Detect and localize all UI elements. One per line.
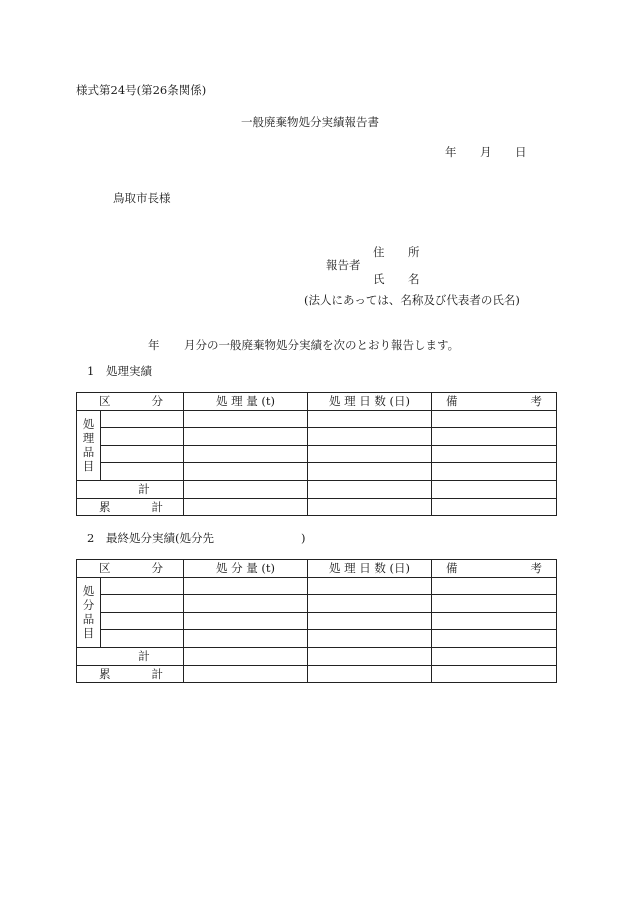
total-label: 計 [77, 480, 184, 498]
item-cell[interactable] [101, 612, 184, 630]
table-row [77, 463, 557, 481]
amount-cell[interactable] [184, 445, 308, 463]
total-row [77, 647, 557, 665]
days-cell[interactable] [308, 595, 432, 613]
total-row [77, 480, 557, 498]
table-header-row [77, 560, 557, 578]
item-cell[interactable] [101, 577, 184, 595]
cumulative-row [77, 498, 557, 516]
amount-cell[interactable] [184, 595, 308, 613]
table-header-row [77, 393, 557, 411]
remarks-cell[interactable] [432, 630, 557, 648]
intro-text: 月分の一般廃棄物処分実績を次のとおり報告します。 [184, 338, 460, 352]
amount-cell[interactable] [184, 630, 308, 648]
days-cell[interactable] [308, 498, 432, 516]
item-label-vertical: 処 分 品 目 [77, 577, 101, 647]
reporter-label: 報告者 [326, 258, 361, 272]
table-row [77, 630, 557, 648]
amount-cell[interactable] [184, 463, 308, 481]
header-amount: 処 理 量 (t) [184, 393, 308, 411]
date-month: 月 [480, 145, 492, 159]
remarks-cell[interactable] [432, 665, 557, 683]
amount-cell[interactable] [184, 428, 308, 446]
amount-cell[interactable] [184, 665, 308, 683]
days-cell[interactable] [308, 630, 432, 648]
remarks-cell[interactable] [432, 647, 557, 665]
days-cell[interactable] [308, 428, 432, 446]
days-cell[interactable] [308, 445, 432, 463]
header-amount: 処 分 量 (t) [184, 560, 308, 578]
remarks-cell[interactable] [432, 445, 557, 463]
days-cell[interactable] [308, 577, 432, 595]
remarks-cell[interactable] [432, 428, 557, 446]
amount-cell[interactable] [184, 410, 308, 428]
amount-cell[interactable] [184, 498, 308, 516]
item-cell[interactable] [101, 445, 184, 463]
final-disposal-table [76, 559, 557, 683]
form-number: 様式第24号(第26条関係) [76, 83, 207, 97]
amount-cell[interactable] [184, 647, 308, 665]
remarks-cell[interactable] [432, 612, 557, 630]
cumulative-row [77, 665, 557, 683]
item-cell[interactable] [101, 410, 184, 428]
date-year: 年 [445, 145, 457, 159]
remarks-cell[interactable] [432, 463, 557, 481]
corporation-note: (法人にあっては、名称及び代表者の氏名) [304, 293, 520, 307]
days-cell[interactable] [308, 463, 432, 481]
section1-title: 処理実績 [106, 364, 152, 378]
section2-number: 2 [87, 531, 95, 545]
name-label-2: 名 [408, 272, 420, 286]
addressee: 鳥取市長様 [113, 191, 171, 205]
item-cell[interactable] [101, 428, 184, 446]
item-label-vertical: 処 理 品 目 [77, 410, 101, 480]
days-cell[interactable] [308, 612, 432, 630]
amount-cell[interactable] [184, 480, 308, 498]
remarks-cell[interactable] [432, 410, 557, 428]
section2-close-paren: ) [301, 531, 306, 545]
remarks-cell[interactable] [432, 595, 557, 613]
address-label-1: 住 [373, 245, 385, 259]
item-cell[interactable] [101, 595, 184, 613]
total-label: 計 [77, 647, 184, 665]
table-row [77, 577, 557, 595]
header-days: 処 理 日 数 (日) [308, 393, 432, 411]
intro-year: 年 [148, 338, 160, 352]
amount-cell[interactable] [184, 612, 308, 630]
section2-title: 最終処分実績(処分先 [106, 531, 214, 545]
days-cell[interactable] [308, 647, 432, 665]
remarks-cell[interactable] [432, 577, 557, 595]
header-kubun: 区 分 [77, 393, 184, 411]
remarks-cell[interactable] [432, 480, 557, 498]
days-cell[interactable] [308, 410, 432, 428]
remarks-cell[interactable] [432, 498, 557, 516]
amount-cell[interactable] [184, 577, 308, 595]
name-label-1: 氏 [373, 272, 385, 286]
table-row [77, 428, 557, 446]
document-title: 一般廃棄物処分実績報告書 [241, 115, 379, 129]
table-row [77, 410, 557, 428]
days-cell[interactable] [308, 480, 432, 498]
header-days: 処 理 日 数 (日) [308, 560, 432, 578]
cumulative-label: 累 計 [77, 665, 184, 683]
table-row [77, 595, 557, 613]
item-cell[interactable] [101, 630, 184, 648]
address-label-2: 所 [408, 245, 420, 259]
item-cell[interactable] [101, 463, 184, 481]
section1-number: 1 [87, 364, 95, 378]
date-day: 日 [515, 145, 527, 159]
header-remarks: 備 考 [432, 393, 557, 411]
header-kubun: 区 分 [77, 560, 184, 578]
table-row [77, 612, 557, 630]
days-cell[interactable] [308, 665, 432, 683]
header-remarks: 備 考 [432, 560, 557, 578]
table-row [77, 445, 557, 463]
cumulative-label: 累 計 [77, 498, 184, 516]
processing-results-table [76, 392, 557, 516]
